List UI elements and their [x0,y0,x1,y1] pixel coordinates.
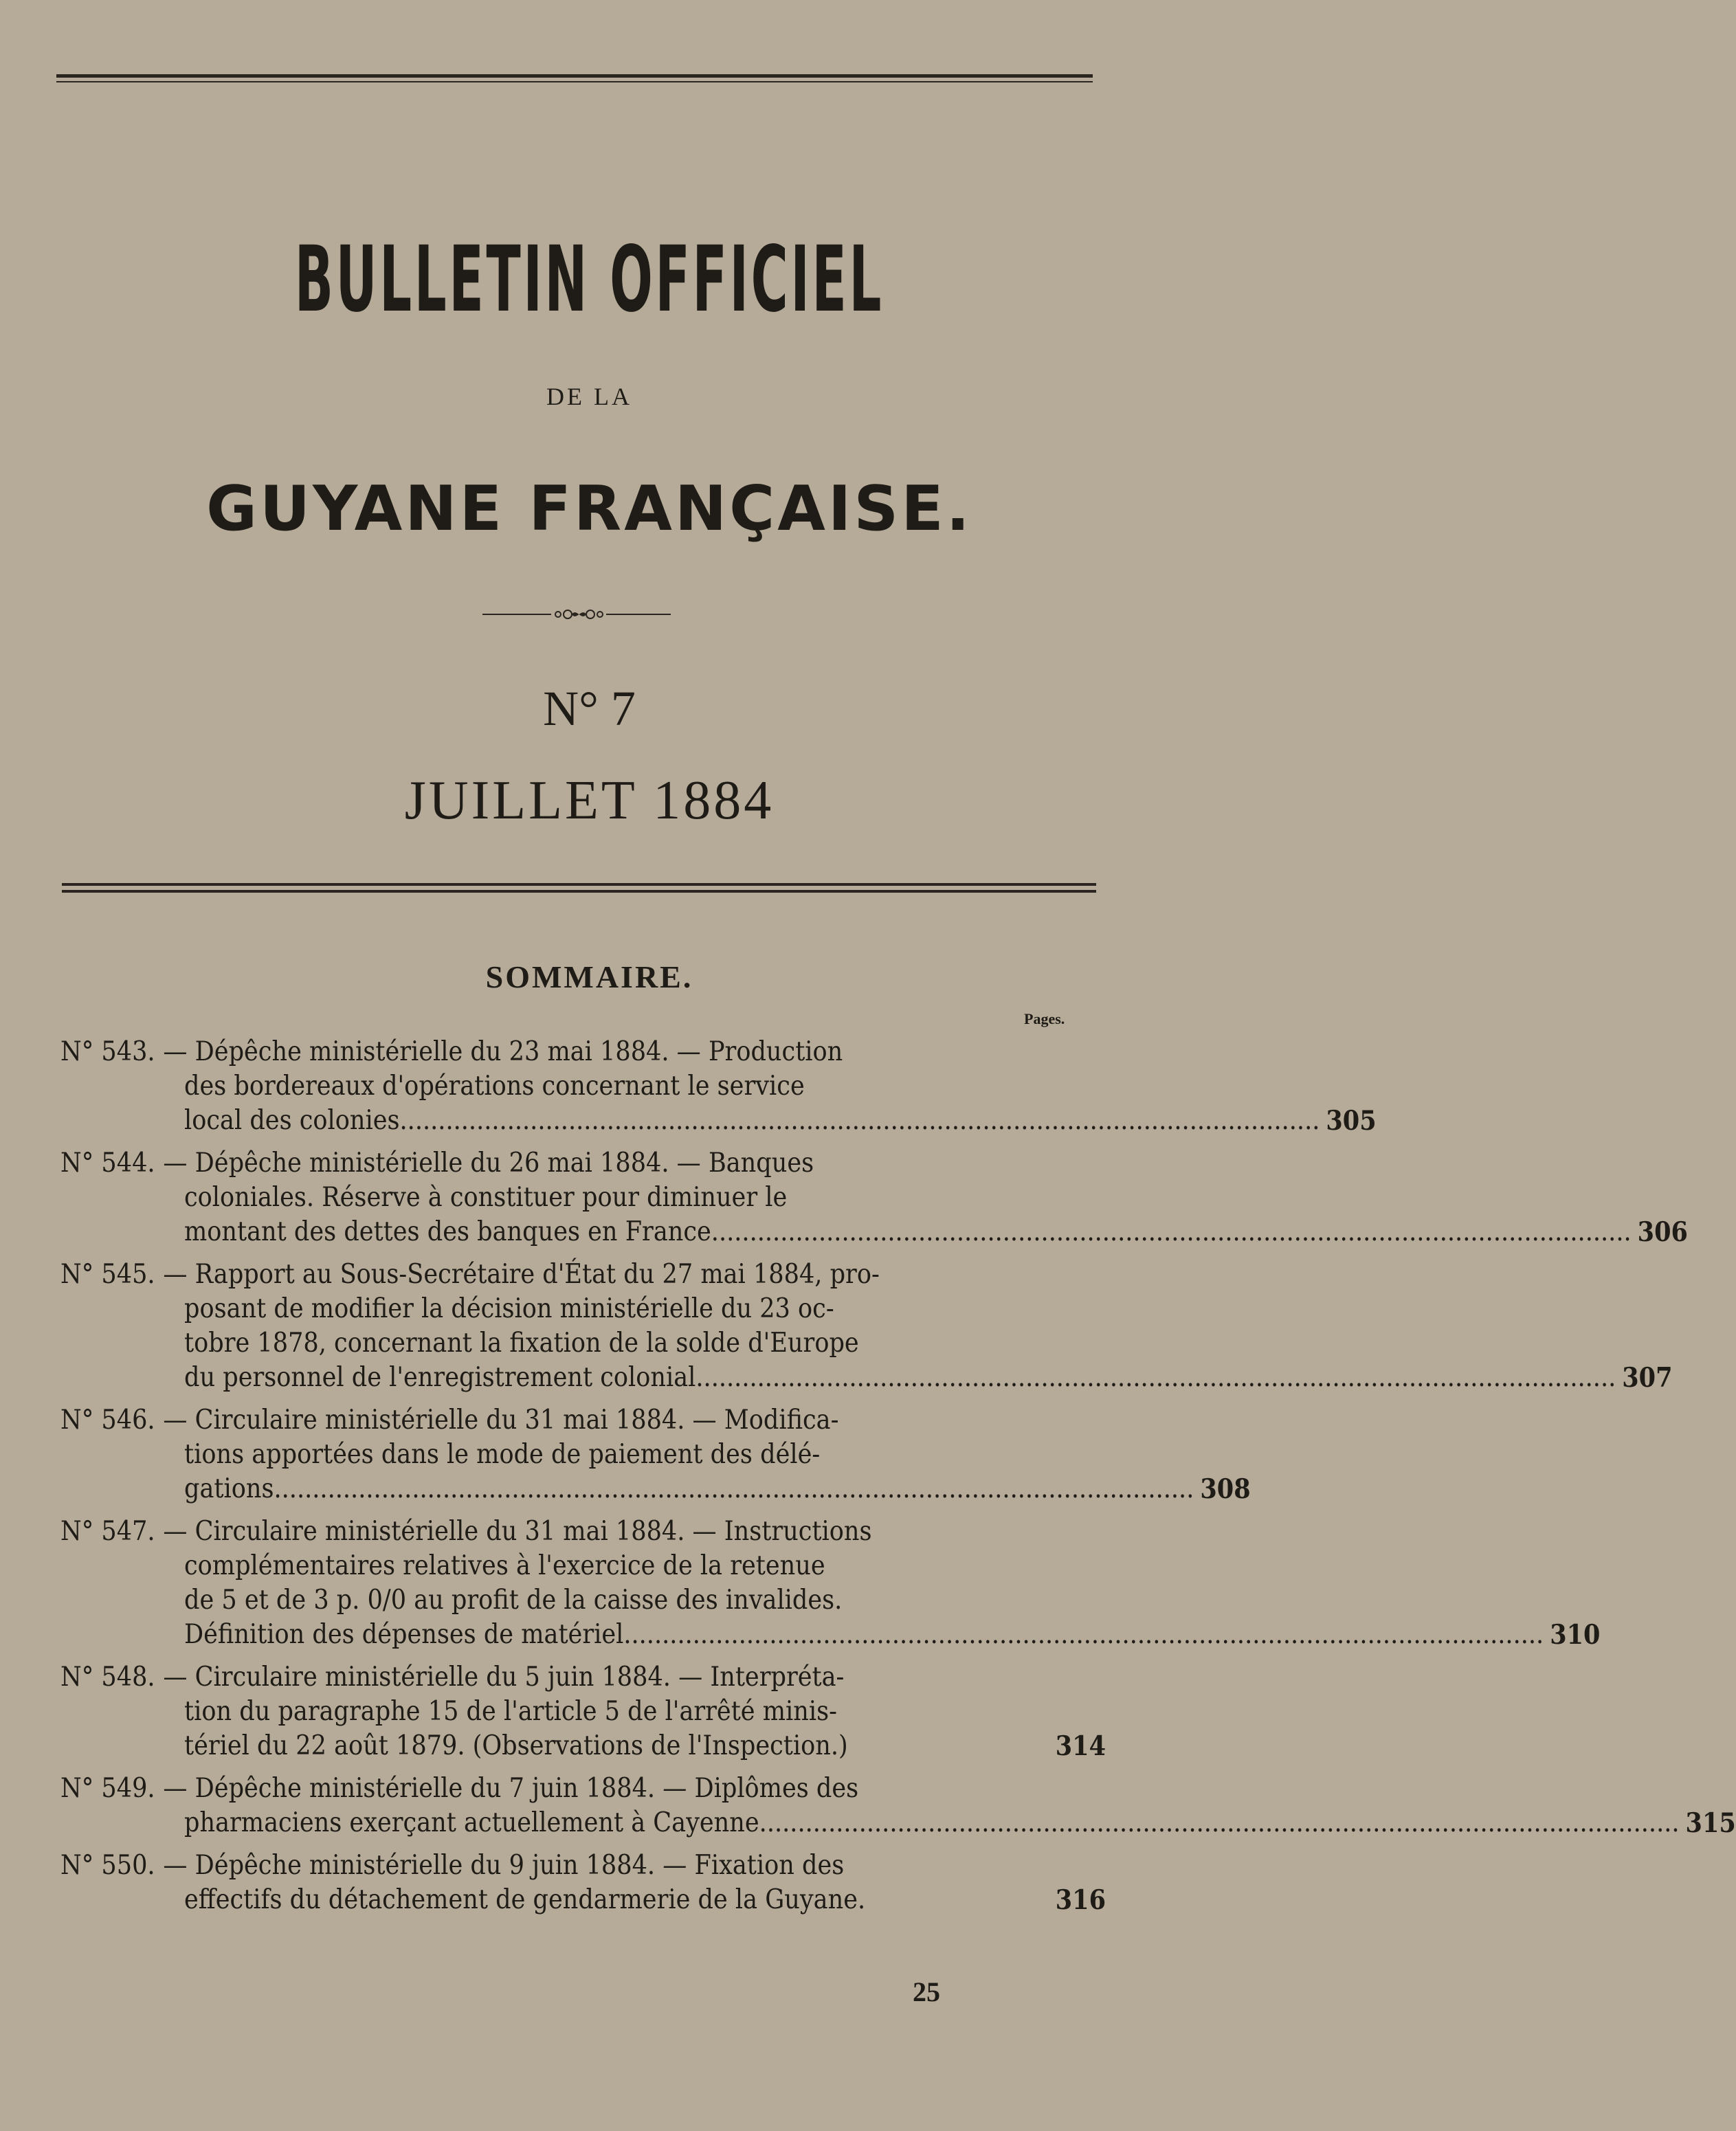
pages-label: Pages. [1024,1010,1065,1027]
summary-entry [60,1772,1736,1840]
entry-line: tobre 1878, concernant la fixation de la solde d'Europe [184,1328,859,1359]
entry-last-line: du personnel de l'enregistrement colonial [184,1362,696,1393]
leader-dots: ........................................................................................................................ [711,1216,1632,1247]
entry-number: N° 545. [60,1259,155,1290]
summary-entry [60,1403,1251,1506]
entry-last-line: pharmaciens exerçant actuellement à Cayenne [184,1807,759,1838]
summary-entry [60,1035,1377,1138]
entry-line: posant de modifier la décision ministérielle du 23 oc- [184,1293,834,1324]
entry-line: — Circulaire ministérielle du 5 juin 1884. — Interpréta- [163,1662,845,1693]
summary-entry [60,1849,1106,1917]
leader-dots: ........................................................................................................................ [623,1619,1544,1650]
entry-line: — Circulaire ministérielle du 31 mai 1884. — Instructions [163,1516,872,1547]
summary-entry [60,1146,1688,1249]
entry-last-line: local des colonies [184,1105,400,1136]
entry-last-line: montant des dettes des banques en France [184,1216,711,1247]
entry-number: N° 547. [60,1516,155,1547]
leader-dots: ........................................................................................................................ [759,1807,1680,1838]
entry-page: 305 [1326,1105,1377,1137]
summary-heading: SOMMAIRE. [485,959,693,994]
leader-dots: ........................................................................................................................ [274,1473,1194,1504]
entry-line: — Dépêche ministérielle du 23 mai 1884. — Production [163,1036,843,1067]
top-rule [56,74,1093,82]
leader-dots: ........................................................................................................................ [399,1105,1320,1136]
entry-line: — Circulaire ministérielle du 31 mai 1884. — Modifica- [163,1405,839,1436]
entry-line: complémentaires relatives à l'exercice de la retenue [184,1550,825,1581]
entry-line: — Dépêche ministérielle du 7 juin 1884. — Diplômes des [163,1773,859,1804]
de-la-text: DE LA [546,383,632,410]
colony-title: GUYANE FRANÇAISE. [206,473,972,545]
summary-list [60,1035,1736,1926]
entry-last-line: tériel du 22 août 1879. (Observations de l'Inspection.) [184,1730,848,1761]
issue-number: N° 7 [543,681,636,736]
middle-rule [62,883,1096,893]
signature-mark: 25 [913,1976,940,2007]
entry-line: — Dépêche ministérielle du 26 mai 1884. — Banques [163,1148,814,1179]
entry-last-line: effectifs du détachement de gendarmerie de la Guyane. [184,1884,866,1915]
entry-page: 306 [1637,1216,1688,1248]
entry-line: coloniales. Réserve à constituer pour diminuer le [184,1182,788,1213]
entry-page: 308 [1200,1473,1251,1505]
entry-page: 307 [1622,1362,1673,1394]
summary-entry [60,1660,1106,1763]
entry-page: 316 [1055,1884,1106,1916]
entry-last-line: gations [184,1473,274,1504]
leader-dots: ........................................................................................................................ [695,1362,1616,1393]
issue-date: JUILLET 1884 [404,770,775,831]
entry-last-line: Définition des dépenses de matériel [184,1619,624,1650]
leader-dots [848,1729,1049,1763]
entry-number: N° 546. [60,1405,155,1436]
entry-number: N° 543. [60,1036,155,1067]
entry-line: des bordereaux d'opérations concernant le service [184,1071,805,1102]
entry-line: tion du paragraphe 15 de l'article 5 de l'arrêté minis- [184,1696,837,1727]
entry-line: — Rapport au Sous-Secrétaire d'État du 27 mai 1884, pro- [163,1259,880,1290]
entry-line: tions apportées dans le mode de paiement des délé- [184,1439,821,1470]
summary-entry [60,1515,1601,1652]
entry-page: 315 [1685,1807,1736,1839]
bulletin-title: BULLETIN OFFICIEL [294,227,884,333]
entry-line: — Dépêche ministérielle du 9 juin 1884. — Fixation des [163,1850,845,1881]
summary-entry [60,1258,1673,1395]
entry-line: de 5 et de 3 p. 0/0 au profit de la caisse des invalides. [184,1585,843,1616]
leader-dots [865,1883,1049,1917]
entry-number: N° 550. [60,1850,155,1881]
entry-number: N° 544. [60,1148,155,1179]
entry-page: 310 [1550,1619,1601,1651]
entry-number: N° 548. [60,1662,155,1693]
entry-page: 314 [1055,1730,1106,1762]
ornament-divider [482,606,671,623]
entry-number: N° 549. [60,1773,155,1804]
